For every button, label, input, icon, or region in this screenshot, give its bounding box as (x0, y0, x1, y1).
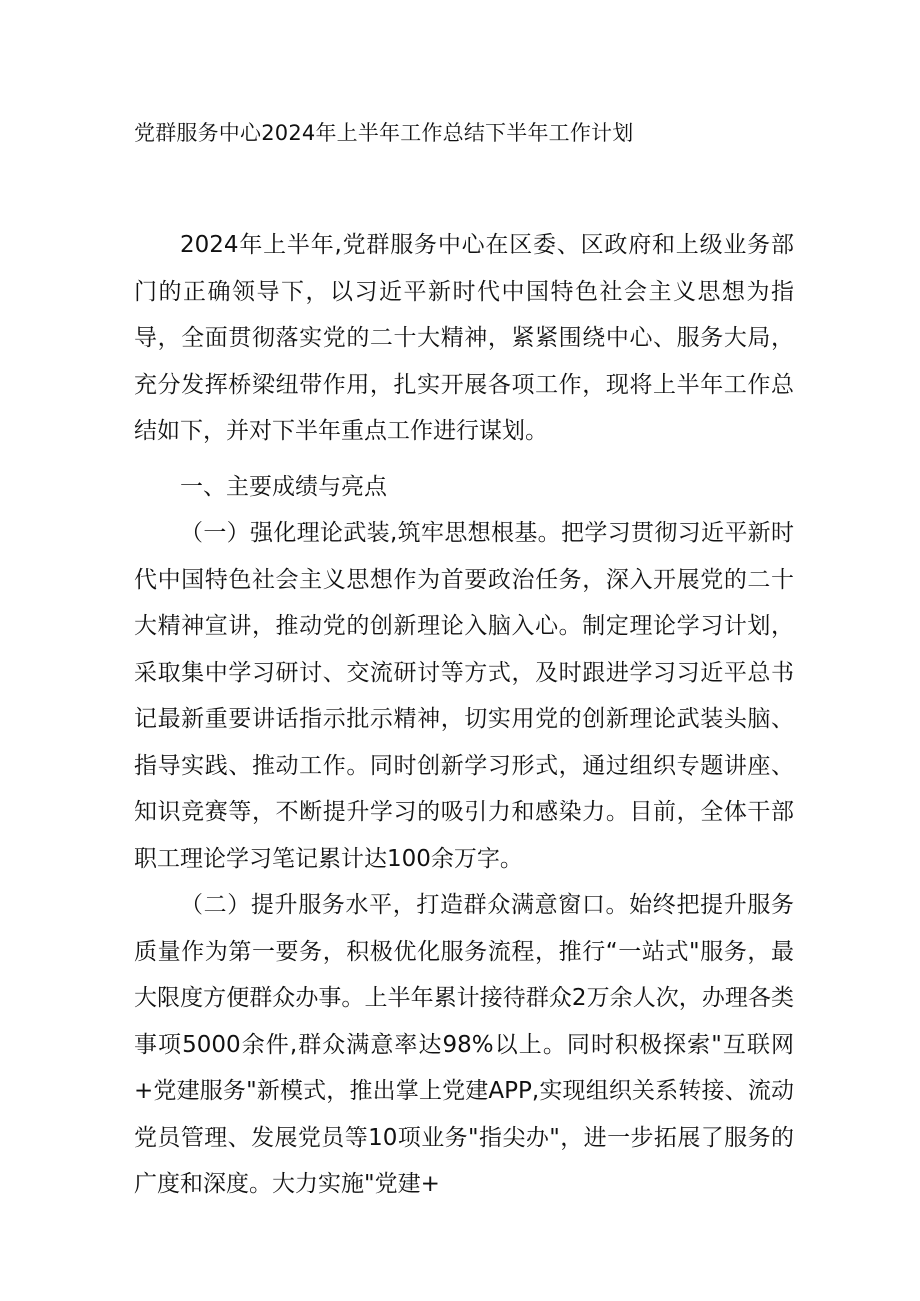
intro-paragraph: 2024年上半年,党群服务中心在区委、区政府和上级业务部门的正确领导下，以习近平新时代中国特色社会主义思想为指导，全面贯彻落实党的二十大精神，紧紧围绕中心、服务大局，充分发挥桥梁纽带作用，扎实开展各项工作，现将上半年工作总结如下，并对下半年重点工作进行谋划。 (134, 232, 794, 444)
section-heading-main-achievements: 一、主要成绩与亮点 (180, 474, 387, 500)
document-title: 党群服务中心2024年上半年工作总结下半年工作计划 (134, 121, 634, 145)
section-1-paragraph: （一）强化理论武装,筑牢思想根基。把学习贯彻习近平新时代中国特色社会主义思想作为首要政治任务，深入开展党的二十大精神宣讲，推动党的创新理论入脑入心。制定理论学习计划，采取集中学习研讨、交流研讨等方式，及时跟进学习习近平总书记最新重要讲话指示批示精神，切实用党的创新理论武装头脑、指导实践、推动工作。同时创新学习形式，通过组织专题讲座、知识竞赛等，不断提升学习的吸引力和感染力。目前，全体干部职工理论学习笔记累计达100余万字。 (134, 520, 794, 872)
section-2-paragraph: （二）提升服务水平，打造群众满意窗口。始终把提升服务质量作为第一要务，积极优化服务流程，推行“一站式"服务，最大限度方便群众办事。上半年累计接待群众2万余人次，办理各类事项5000余件,群众满意率达98%以上。同时积极探索"互联网+党建服务"新模式，推出掌上党建APP,实现组织关系转接、流动党员管理、发展党员等10项业务"指尖办"，进一步拓展了服务的广度和深度。大力实施"党建+ (134, 892, 794, 1197)
